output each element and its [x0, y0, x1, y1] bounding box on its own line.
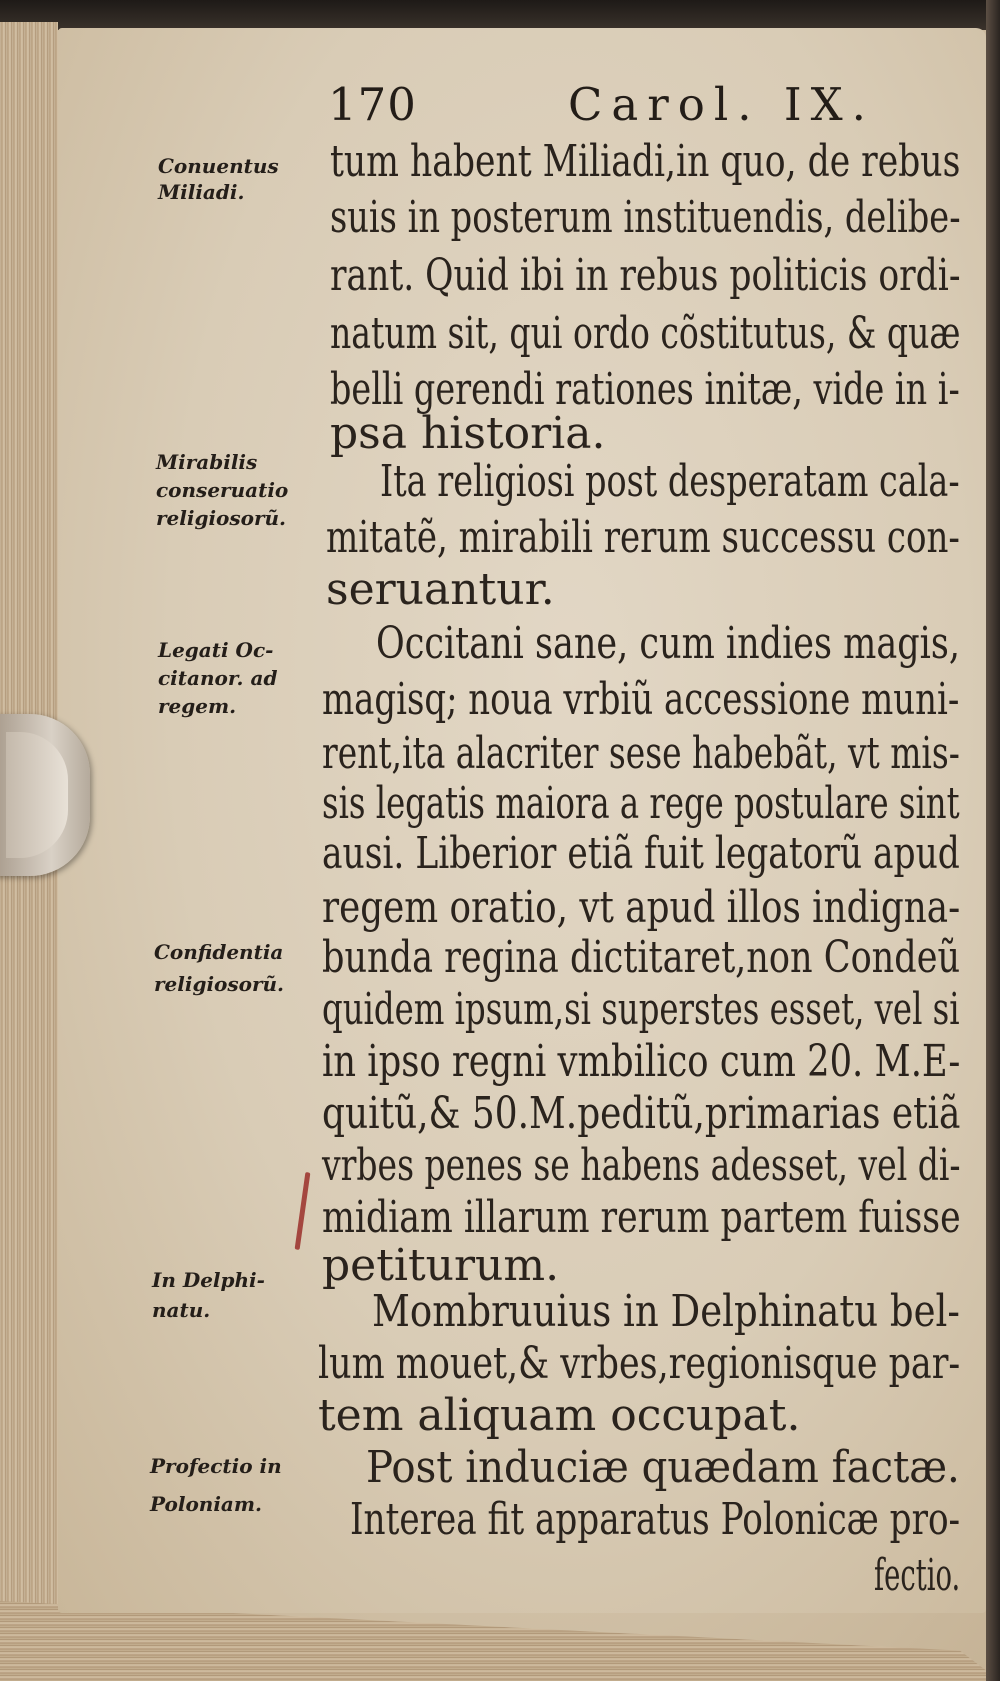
- book-clasp: [0, 714, 90, 876]
- body-line: regem oratio, vt apud illos indigna-: [322, 882, 961, 933]
- body-line: belli gerendi rationes initæ, vide in i-: [330, 364, 960, 415]
- body-line: tum habent Miliadi,in quo, de rebus: [330, 136, 961, 187]
- body-line: rant. Quid ibi in rebus politicis ordi-: [330, 250, 961, 301]
- body-line: quitũ,& 50.M.peditũ,primarias etiã: [322, 1088, 961, 1139]
- margin-note-line: citanor. ad: [158, 666, 278, 690]
- margin-note-line: religiosorũ.: [156, 506, 287, 530]
- body-line: Ita religiosi post desperatam cala-: [380, 456, 960, 507]
- page-edges-bottom: [0, 1601, 1000, 1681]
- margin-note-line: religiosorũ.: [154, 972, 285, 996]
- body-line: psa historia.: [330, 408, 606, 459]
- body-line: petiturum.: [322, 1240, 560, 1291]
- body-line: quidem ipsum,si superstes esset, vel si: [322, 984, 960, 1035]
- margin-note-line: Poloniam.: [150, 1492, 263, 1516]
- running-head: Carol. IX.: [568, 78, 875, 131]
- body-line: Mombruuius in Delphinatu bel-: [372, 1286, 960, 1337]
- body-line: fectio.: [874, 1550, 961, 1601]
- body-line: suis in posterum instituendis, delibe-: [330, 192, 961, 243]
- body-line: tem aliquam occupat.: [318, 1390, 801, 1441]
- body-line: lum mouet,& vrbes,regionisque par-: [318, 1338, 961, 1389]
- body-line: ausi. Liberior etiã fuit legatorũ apud: [322, 828, 960, 879]
- body-line: Interea fit apparatus Polonicæ pro-: [350, 1494, 961, 1545]
- body-line: in ipso regni vmbilico cum 20. M.E-: [322, 1036, 961, 1087]
- margin-note-line: Confidentia: [154, 940, 284, 964]
- background-right: [986, 0, 1000, 1681]
- body-line: midiam illarum rerum partem fuisse: [322, 1192, 961, 1243]
- body-line: Occitani sane, cum indies magis,: [376, 618, 960, 669]
- body-line: rent,ita alacriter sese habebãt, vt mis-: [322, 728, 960, 779]
- background-top: [0, 0, 1000, 30]
- margin-note-line: natu.: [152, 1298, 211, 1322]
- margin-note-line: regem.: [158, 694, 237, 718]
- body-line: seruantur.: [326, 564, 555, 615]
- margin-note-line: conseruatio: [156, 478, 289, 502]
- margin-note-line: Legati Oc-: [158, 638, 274, 662]
- margin-note-line: Conuentus: [158, 154, 279, 178]
- body-line: vrbes penes se habens adesset, vel di-: [322, 1140, 961, 1191]
- body-line: mitatẽ, mirabili rerum successu con-: [326, 512, 960, 563]
- body-line: bunda regina dictitaret,non Condeũ: [322, 932, 961, 983]
- body-line: Post induciæ quædam factæ.: [366, 1442, 960, 1493]
- margin-note-line: Miliadi.: [158, 180, 245, 204]
- body-line: magisq; noua vrbiũ accessione muni-: [322, 674, 960, 725]
- margin-note-line: Mirabilis: [156, 450, 258, 474]
- body-line: sis legatis maiora a rege postulare sint: [322, 778, 960, 829]
- margin-note-line: Profectio in: [150, 1454, 282, 1478]
- page-number: 170: [328, 78, 417, 131]
- margin-note-line: In Delphi-: [152, 1268, 265, 1292]
- body-line: natum sit, qui ordo cõstitutus, & quæ: [330, 308, 961, 359]
